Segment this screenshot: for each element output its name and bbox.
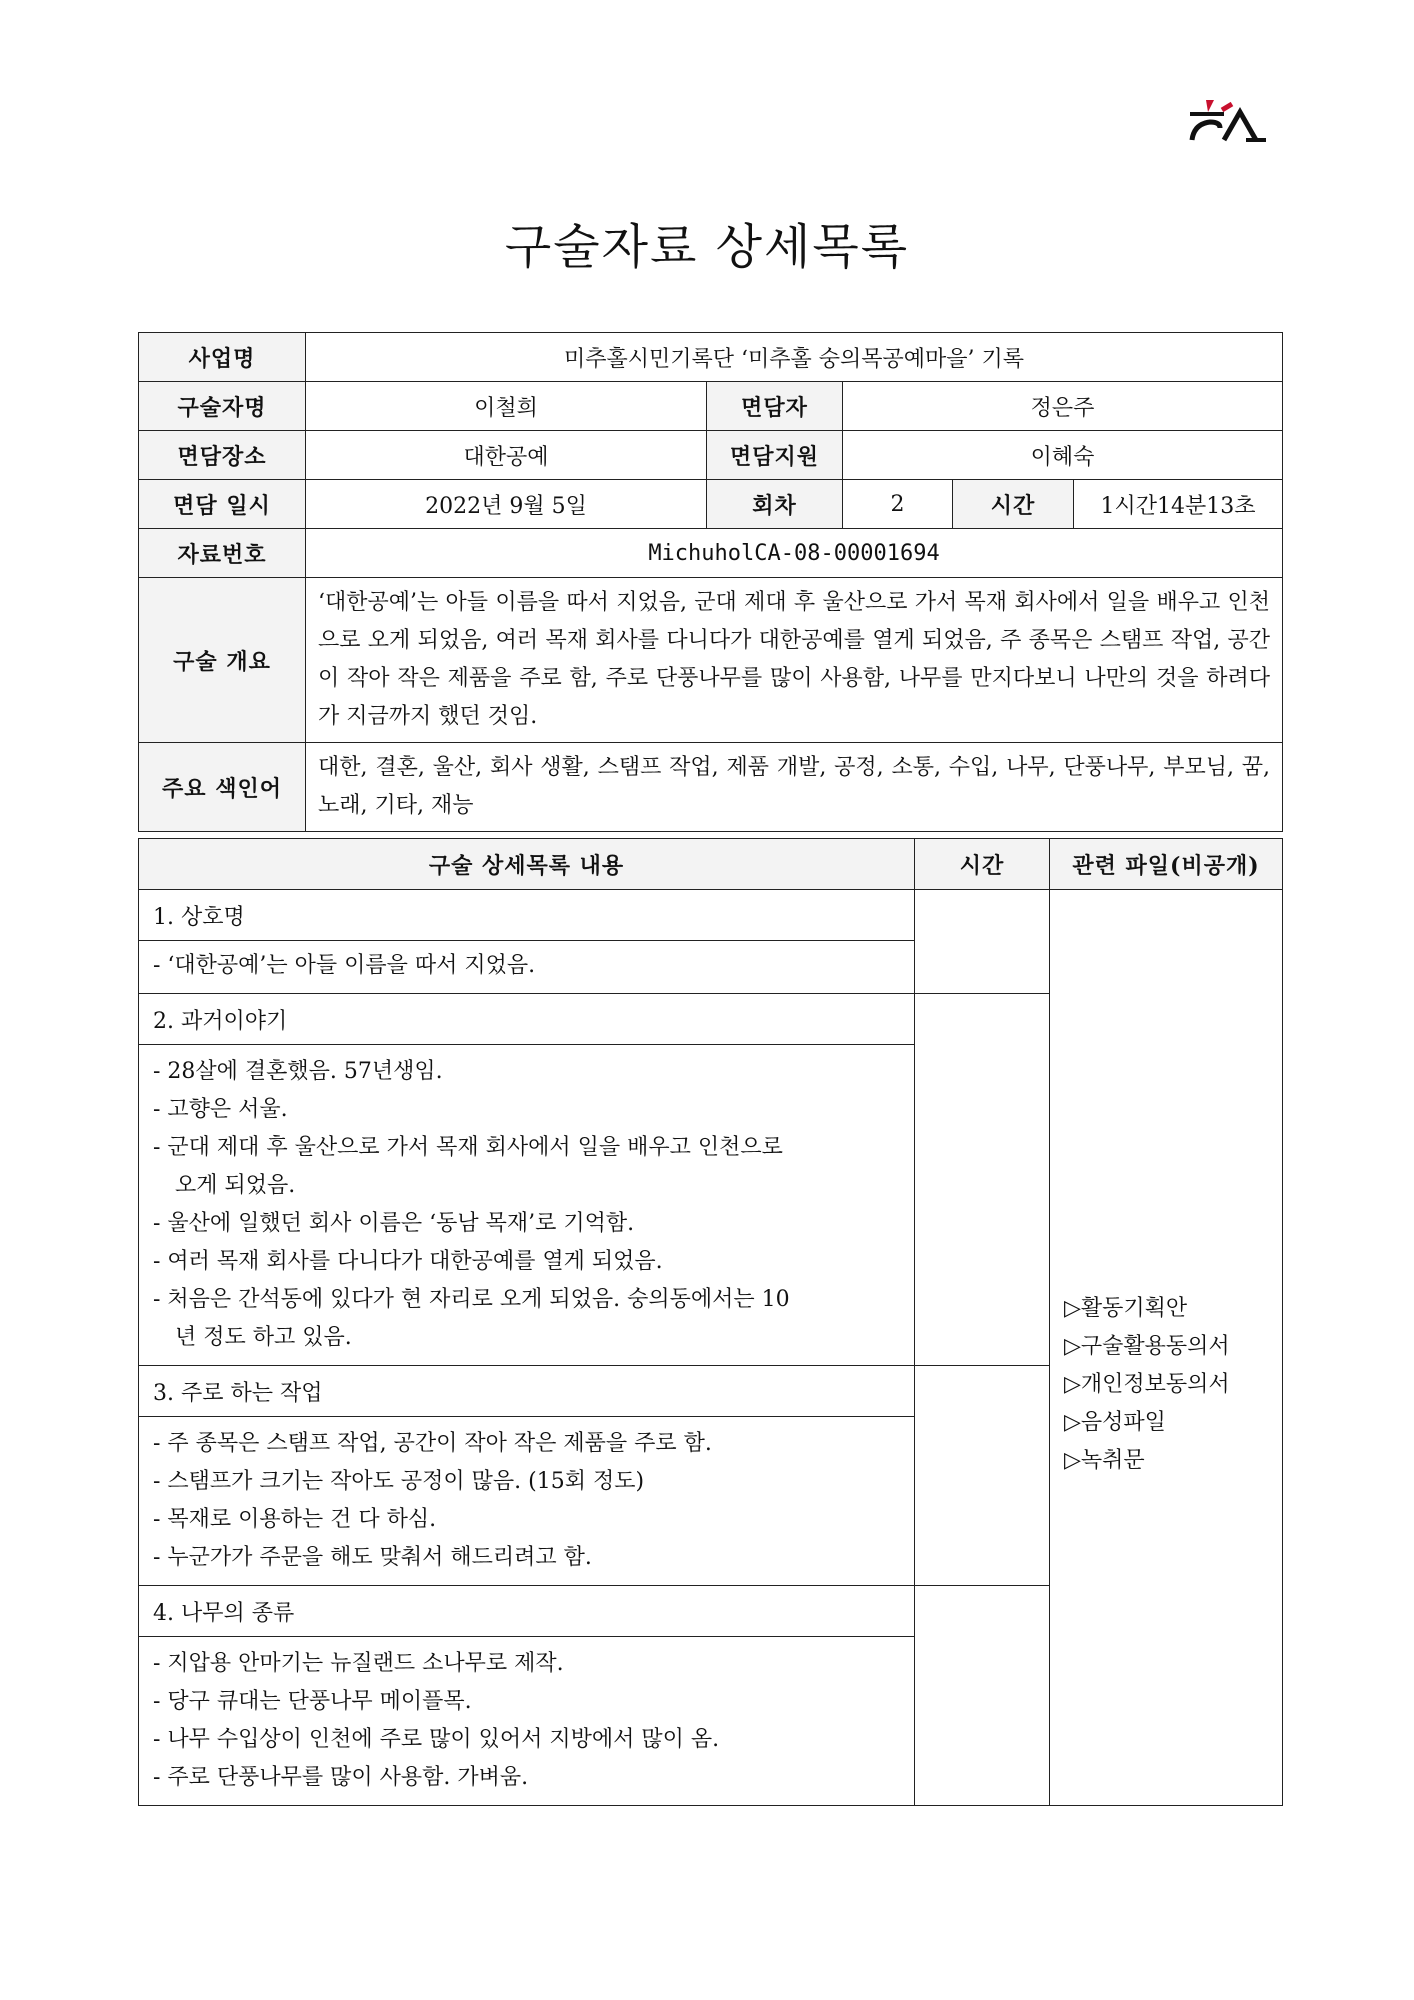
list-item: - 주로 단풍나무를 많이 사용함. 가벼움. [153, 1765, 529, 1790]
section-body [139, 941, 915, 994]
section-title: 3. 주로 하는 작업 [139, 1366, 915, 1417]
list-item: - 누군가가 주문을 해도 맞춰서 해드리려고 함. [153, 1545, 592, 1570]
section-body [139, 1637, 915, 1806]
ca-logo-icon [1184, 98, 1270, 142]
list-item: - 주 종목은 스탬프 작업, 공간이 작아 작은 제품을 주로 함. [153, 1431, 712, 1456]
file-item: ▷녹취문 [1064, 1448, 1145, 1473]
list-item: - 28살에 결혼했음. 57년생임. [153, 1059, 443, 1084]
session-value: 2 [843, 480, 953, 529]
interviewer-label: 면담자 [707, 382, 843, 431]
file-item: ▷개인정보동의서 [1064, 1372, 1230, 1397]
interviewer-value: 정은주 [843, 382, 1283, 431]
narrator-label: 구술자명 [139, 382, 306, 431]
session-label: 회차 [707, 480, 843, 529]
list-item: - 스탬프가 크기는 작아도 공정이 많음. (15회 정도) [153, 1469, 645, 1494]
content-header: 구술 상세목록 내용 [139, 839, 915, 890]
section-body [139, 1045, 915, 1366]
file-item: ▷구술활용동의서 [1064, 1334, 1230, 1359]
list-item: - 당구 큐대는 단풍나무 메이플목. [153, 1689, 472, 1714]
assistant-label: 면담지원 [707, 431, 843, 480]
list-item: - 여러 목재 회사를 다니다가 대한공예를 열게 되었음. [153, 1249, 663, 1274]
time-cell [915, 1586, 1050, 1806]
datetime-label: 면담 일시 [139, 480, 306, 529]
section-title: 4. 나무의 종류 [139, 1586, 915, 1637]
page-title: 구술자료 상세목록 [504, 219, 910, 275]
detail-table [138, 838, 1283, 1806]
list-item: - 군대 제대 후 울산으로 가서 목재 회사에서 일을 배우고 인천으로 [153, 1135, 783, 1160]
list-item: - 지압용 안마기는 뉴질랜드 소나무로 제작. [153, 1651, 564, 1676]
section-title: 2. 과거이야기 [139, 994, 915, 1045]
project-label: 사업명 [139, 333, 306, 382]
list-item: 오게 되었음. [175, 1173, 296, 1198]
date-value: 2022년 9월 5일 [306, 480, 707, 529]
section-title: 1. 상호명 [139, 890, 915, 941]
section-body [139, 1417, 915, 1586]
duration-value: 1시간14분13초 [1074, 480, 1283, 529]
keywords-value: 대한, 결혼, 울산, 회사 생활, 스탬프 작업, 제품 개발, 공정, 소통, 수입, 나무, 단풍나무, 부모님, 꿈, 노래, 기타, 재능 [306, 743, 1283, 832]
list-item: - 고향은 서울. [153, 1097, 288, 1122]
time-cell [915, 994, 1050, 1366]
duration-label: 시간 [953, 480, 1074, 529]
record-no-value: MichuholCA-08-00001694 [306, 529, 1283, 578]
files-cell [1050, 890, 1283, 1806]
files-header: 관련 파일(비공개) [1050, 839, 1283, 890]
list-item: - 처음은 간석동에 있다가 현 자리로 오게 되었음. 숭의동에서는 10 [153, 1287, 790, 1312]
list-item: - ‘대한공예’는 아들 이름을 따서 지었음. [153, 953, 536, 978]
assistant-value: 이혜숙 [843, 431, 1283, 480]
record-no-label: 자료번호 [139, 529, 306, 578]
list-item: - 목재로 이용하는 건 다 하심. [153, 1507, 437, 1532]
time-cell [915, 890, 1050, 994]
summary-value: ‘대한공예’는 아들 이름을 따서 지었음, 군대 제대 후 울산으로 가서 목재 회사에서 일을 배우고 인천으로 오게 되었음, 여러 목재 회사를 다니다가 대한공예를 열게 되었음, 주 종목은 스탬프 작업, 공간이 작아 작은 제품을 주로 함, 주로 단풍나무를 많이 사용함, 나무를 만지다보니 나만의 것을 하려다가 지금까지 했던 것임. [306, 578, 1283, 743]
list-item: - 나무 수입상이 인천에 주로 많이 있어서 지방에서 많이 옴. [153, 1727, 720, 1752]
file-item: ▷활동기획안 [1064, 1296, 1188, 1321]
time-header: 시간 [915, 839, 1050, 890]
summary-label: 구술 개요 [139, 578, 306, 743]
info-table [138, 332, 1283, 832]
list-item: 년 정도 하고 있음. [175, 1325, 352, 1350]
keywords-label: 주요 색인어 [139, 743, 306, 832]
place-value: 대한공예 [306, 431, 707, 480]
file-item: ▷음성파일 [1064, 1410, 1166, 1435]
project-value: 미추홀시민기록단 ‘미추홀 숭의목공예마을’ 기록 [306, 333, 1283, 382]
list-item: - 울산에 일했던 회사 이름은 ‘동남 목재’로 기억함. [153, 1211, 635, 1236]
files-list [1064, 1290, 1268, 1480]
place-label: 면담장소 [139, 431, 306, 480]
time-cell [915, 1366, 1050, 1586]
narrator-value: 이철희 [306, 382, 707, 431]
